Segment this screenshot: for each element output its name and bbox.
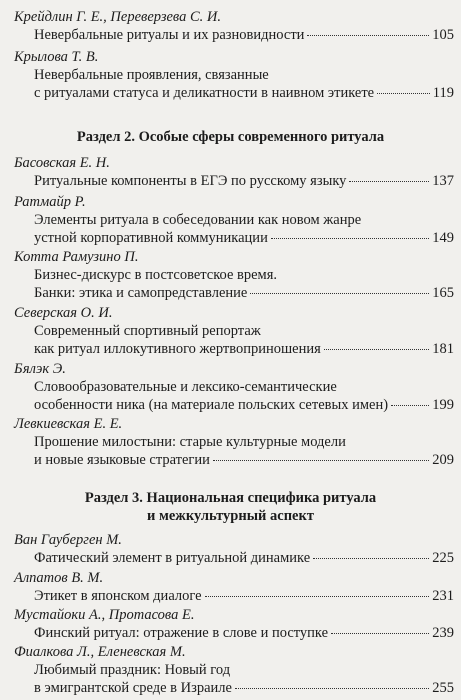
entry-page-number: 181	[432, 341, 454, 357]
entry-title: Фатический элемент в ритуальной динамике	[34, 550, 311, 566]
entry-author: Крылова Т. В.	[14, 49, 99, 65]
entry-author: Ратмайр Р.	[14, 194, 86, 210]
entry-page-number: 149	[432, 230, 454, 246]
entry-author: Басовская Е. Н.	[14, 155, 110, 171]
entry-title: Финский ритуал: отражение в слове и поступке	[34, 625, 329, 641]
entry-page-number: 199	[432, 397, 454, 413]
entry-title-row	[14, 679, 454, 697]
dot-leader	[391, 405, 429, 406]
toc-entry	[14, 154, 454, 190]
entry-title: особенности ника (на материале польских сетевых имен)	[34, 397, 389, 413]
entry-author: Бялэк Э.	[14, 361, 66, 377]
toc-entry	[14, 643, 454, 697]
entry-title-row	[14, 549, 454, 567]
entry-author: Алпатов В. М.	[14, 570, 104, 586]
entry-title-row	[14, 84, 454, 102]
dot-leader	[250, 293, 429, 294]
entry-title-row	[14, 229, 454, 247]
entry-author: Левкиевская Е. Е.	[14, 416, 123, 432]
entry-page-number: 255	[432, 680, 454, 696]
entry-title: Ритуальные компоненты в ЕГЭ по русскому языку	[34, 173, 347, 189]
entry-title: Этикет в японском диалоге	[34, 588, 202, 604]
toc-entry	[14, 248, 454, 302]
entry-page-number: 119	[432, 85, 454, 101]
entry-title: устной корпоративной коммуникации	[34, 230, 268, 246]
toc-entry	[14, 415, 454, 469]
toc-entry	[14, 304, 454, 358]
entry-title-row	[14, 26, 454, 44]
entry-title-line: Любимый праздник: Новый год	[34, 662, 231, 678]
entry-title-row	[14, 396, 454, 414]
entry-page-number: 231	[432, 588, 454, 604]
toc-entry	[14, 8, 454, 44]
entry-author: Мустайоки А., Протасова Е.	[14, 607, 195, 623]
entry-title-line: Бизнес-дискурс в постсоветское время.	[34, 267, 278, 283]
toc-entry	[14, 606, 454, 642]
dot-leader	[271, 238, 429, 239]
entry-author: Фиалкова Л., Еленевская М.	[14, 644, 186, 660]
entry-title: Невербальные ритуалы и их разновидности	[34, 27, 305, 43]
dot-leader	[235, 688, 429, 689]
section-heading-line2: и межкультурный аспект	[147, 508, 314, 524]
entry-page-number: 137	[432, 173, 454, 189]
section-heading: Раздел 3. Национальная специфика ритуала	[84, 490, 377, 506]
dot-leader	[377, 93, 430, 94]
entry-page-number: 239	[432, 625, 454, 641]
toc-entry	[14, 193, 454, 247]
entry-title-row	[14, 284, 454, 302]
entry-title-row	[14, 587, 454, 605]
entry-title: и новые языковые стратегии	[34, 452, 210, 468]
entry-author: Ван Гауберген М.	[14, 532, 122, 548]
entry-author: Крейдлин Г. Е., Переверзева С. И.	[14, 9, 221, 25]
entry-title-line: Элементы ритуала в собеседовании как новом жанре	[34, 212, 362, 228]
section-heading: Раздел 2. Особые сферы современного ритуала	[76, 129, 385, 145]
dot-leader	[307, 35, 429, 36]
entry-title-row	[14, 172, 454, 190]
entry-title: как ритуал иллокутивного жертвоприношения	[34, 341, 321, 357]
entry-title: с ритуалами статуса и деликатности в наивном этикете	[34, 85, 375, 101]
entry-title-row	[14, 340, 454, 358]
entry-author: Северская О. И.	[14, 305, 113, 321]
entry-title-row	[14, 451, 454, 469]
entry-title-line: Словообразовательные и лексико-семантические	[34, 379, 337, 395]
entry-title-line: Невербальные проявления, связанные	[34, 67, 269, 83]
toc-entry	[14, 48, 454, 102]
toc-entry	[14, 360, 454, 414]
dot-leader	[213, 460, 429, 461]
entry-page-number: 225	[432, 550, 454, 566]
entry-author: Котта Рамузино П.	[14, 249, 139, 265]
entry-page-number: 209	[432, 452, 454, 468]
toc-entry	[14, 569, 454, 605]
entry-page-number: 165	[432, 285, 454, 301]
toc-entry	[14, 531, 454, 567]
entry-page-number: 105	[432, 27, 454, 43]
dot-leader	[331, 633, 429, 634]
dot-leader	[324, 349, 429, 350]
dot-leader	[205, 596, 430, 597]
entry-title: Банки: этика и самопредставление	[34, 285, 248, 301]
entry-title: в эмигрантской среде в Израиле	[34, 680, 232, 696]
entry-title-row	[14, 624, 454, 642]
dot-leader	[313, 558, 429, 559]
entry-title-line: Прошение милостыни: старые культурные модели	[34, 434, 346, 450]
entry-title-line: Современный спортивный репортаж	[34, 323, 261, 339]
dot-leader	[349, 181, 429, 182]
